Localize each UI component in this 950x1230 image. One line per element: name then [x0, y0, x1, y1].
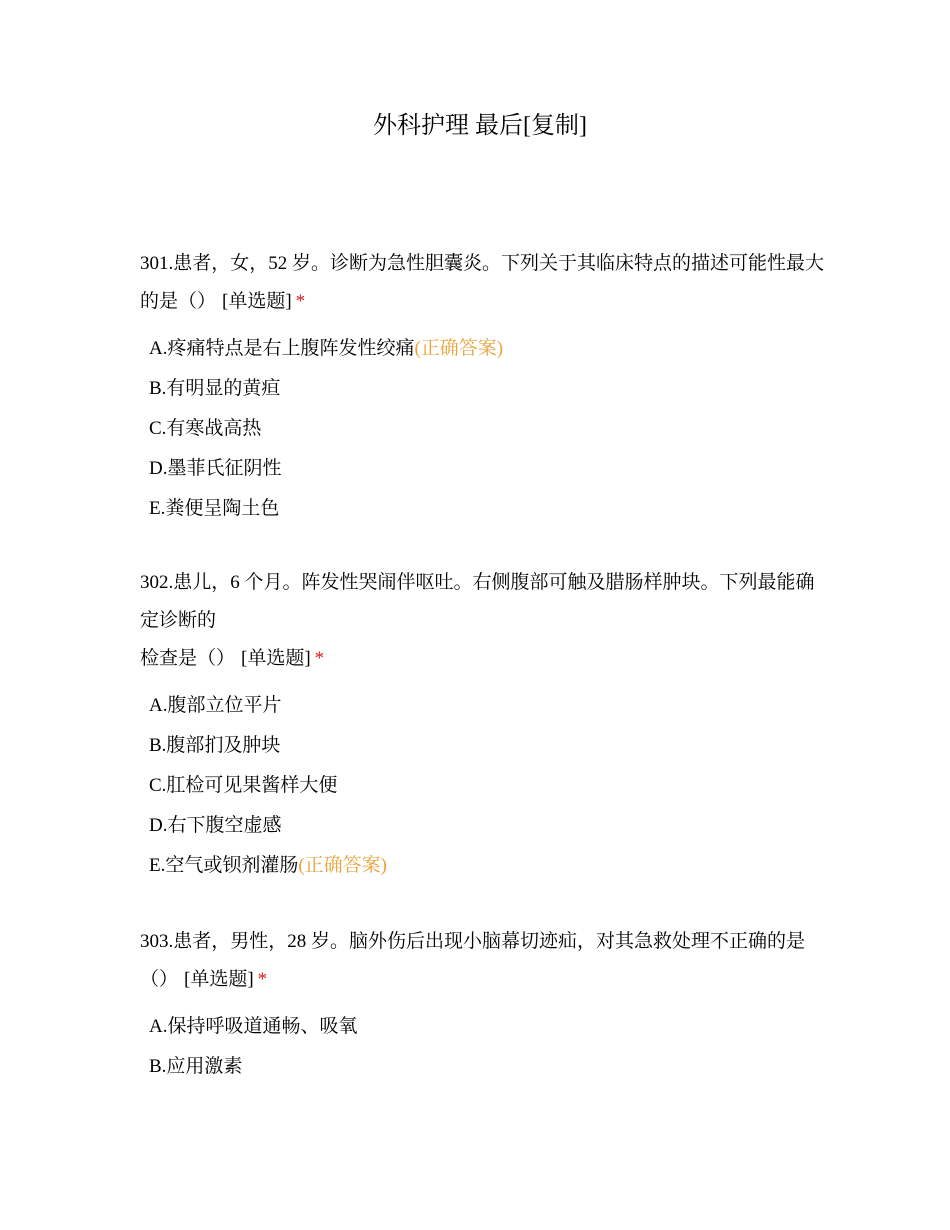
question-stem-text: 检查是（） — [140, 648, 236, 669]
option-text: B.有明显的黄疸 — [149, 378, 281, 399]
question-type-label: [单选题] — [222, 291, 292, 312]
option-e[interactable] — [140, 489, 820, 529]
question-301 — [140, 245, 825, 529]
question-stem-line-last — [140, 961, 820, 999]
question-type-label: [单选题] — [241, 648, 311, 669]
question-302 — [140, 564, 820, 886]
option-b[interactable] — [140, 726, 820, 766]
option-e[interactable] — [140, 846, 820, 886]
option-b[interactable] — [140, 1047, 820, 1087]
question-stem-text: 的是（） — [140, 291, 217, 312]
option-text: D.右下腹空虚感 — [149, 815, 282, 836]
option-text: E.空气或钡剂灌肠 — [149, 855, 299, 876]
option-list — [140, 1007, 820, 1087]
document-title: 外科护理 最后[复制] — [373, 113, 587, 139]
option-a[interactable] — [140, 686, 820, 726]
option-c[interactable] — [140, 409, 820, 449]
option-text: E.粪便呈陶土色 — [149, 498, 280, 519]
correct-answer-tag: (正确答案) — [298, 855, 388, 876]
option-text: C.有寒战高热 — [149, 418, 262, 439]
option-text: D.墨菲氏征阴性 — [149, 458, 282, 479]
correct-answer-tag: (正确答案) — [414, 338, 504, 359]
question-stem-line: 定诊断的 — [140, 610, 217, 631]
option-c[interactable] — [140, 766, 820, 806]
option-b[interactable] — [140, 369, 820, 409]
option-text: B.应用激素 — [149, 1056, 243, 1077]
option-list — [140, 329, 820, 529]
question-stem-line: 303.患者，男性，28 岁。脑外伤后出现小脑幕切迹疝，对其急救处理不正确的是 — [140, 931, 806, 952]
question-303 — [140, 923, 820, 1087]
question-type-label: [单选题] — [184, 969, 254, 990]
option-a[interactable] — [140, 1007, 820, 1047]
question-stem-text: （） — [140, 969, 179, 990]
required-mark: * — [257, 969, 268, 990]
question-stem-line: 301.患者，女，52 岁。诊断为急性胆囊炎。下列关于其临床特点的描述可能性最大 — [140, 253, 825, 274]
option-text: A.保持呼吸道通畅、吸氧 — [149, 1016, 358, 1037]
option-a[interactable] — [140, 329, 820, 369]
option-text: A.腹部立位平片 — [149, 695, 282, 716]
option-text: C.肛检可见果酱样大便 — [149, 775, 338, 796]
required-mark: * — [295, 291, 306, 312]
question-stem-line-last — [140, 283, 820, 321]
option-list — [140, 686, 820, 886]
required-mark: * — [314, 648, 325, 669]
option-d[interactable] — [140, 806, 820, 846]
option-text: A.疼痛特点是右上腹阵发性绞痛 — [149, 338, 415, 359]
option-text: B.腹部扪及肿块 — [149, 735, 281, 756]
question-stem-line-last — [140, 640, 820, 678]
question-stem-line: 302.患儿，6 个月。阵发性哭闹伴呕吐。右侧腹部可触及腊肠样肿块。下列最能确 — [140, 572, 815, 593]
option-d[interactable] — [140, 449, 820, 489]
